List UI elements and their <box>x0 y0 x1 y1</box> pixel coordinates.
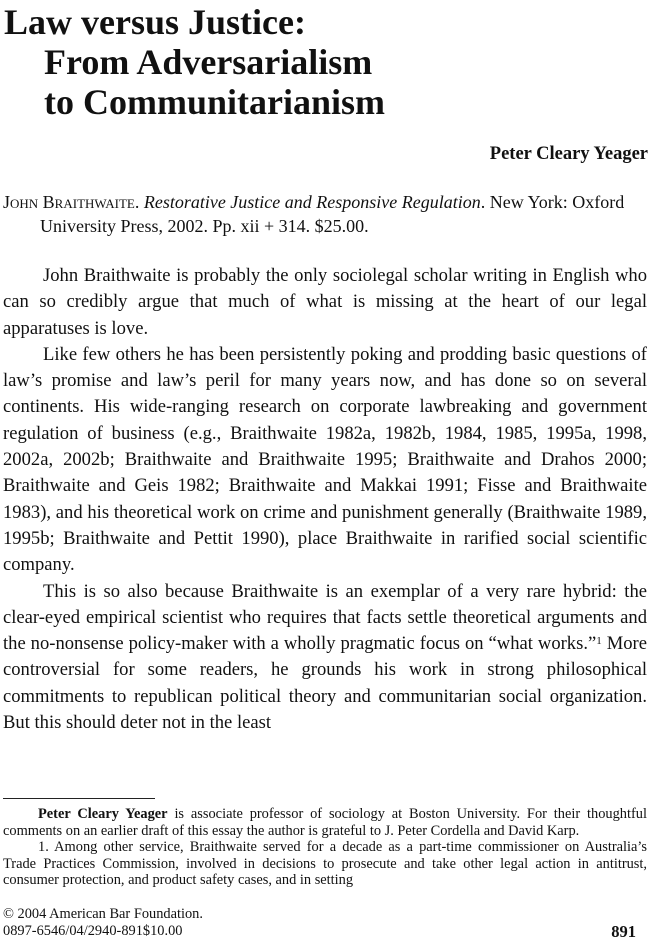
article-body <box>3 263 647 736</box>
footnote-divider <box>3 798 155 799</box>
article-title <box>4 2 385 122</box>
book-details: New York: Oxford University Press, 2002. Pp. xii + 314. $25.00. <box>40 192 625 236</box>
author-byline: Peter Cleary Yeager <box>489 144 648 164</box>
author-note-text: is associate professor of sociology at Boston University. For their thoughtful comments on an earlier draft of this essay the author is grateful to J. Peter Cordella and David Karp. <box>3 806 647 839</box>
author-note-name: Peter Cleary Yeager <box>38 806 168 822</box>
paragraph-3-part-1: This is so also because Braithwaite is an exemplar of a very rare hybrid: the clear-eyed empirical scientist who requires that facts settle theoretical arguments and the no-nonsense policy-maker with a wholly pragmatic focus on “what works.” <box>3 580 647 655</box>
paragraph-3-part-2: More controversial for some readers, he grounds his work in strong philosophical commitments to republican political theory and communitarian social organization. But this should deter not in the least <box>3 633 647 734</box>
footnotes <box>3 806 647 889</box>
page-number: 891 <box>611 922 636 941</box>
book-citation: John Braithwaite. Restorative Justice and Responsive Regulation. New York: Oxford University Press, 2002. Pp. xii + 314. $25.00. <box>3 192 625 236</box>
paragraph-2: Like few others he has been persistently poking and prodding basic questions of law’s promise and law’s peril for many years now, and has done so on several continents. His wide-ranging research on corporate lawbreaking and government regulation of business (e.g., Braithwaite 1982a, 1982b, 1984, 1985, 1995a, 1998, 2002a, 2002b; Braithwaite and Braithwaite 1995; Braithwaite and Drahos 2000; Braithwaite and Geis 1982; Braithwaite and Makkai 1991; Fisse and Braithwaite 1983), and his theoretical work on crime and punishment generally (Braithwaite 1989, 1995b; Braithwaite and Pettit 1990), place Braithwaite in rarified social scientific company. <box>3 343 647 576</box>
title-line-2: From Adversarialism <box>44 42 373 82</box>
author-note <box>3 806 647 839</box>
footnote-ref-1: 1 <box>596 635 602 648</box>
copyright-notice <box>3 906 203 939</box>
footnote-1: 1. Among other service, Braithwaite served for a decade as a part-time commissioner on Australia’s Trade Practices Commission, involved in decisions to prosecute and take other legal action in antitrust, consumer protection, and product safety cases, and in setting <box>3 839 647 888</box>
title-line-3: to Communitarianism <box>44 82 385 122</box>
issn-line: 0897-6546/04/2940-891$10.00 <box>3 922 183 939</box>
paragraph-3 <box>3 579 647 737</box>
paragraph-1: John Braithwaite is probably the only sociolegal scholar writing in English who can so credibly argue that much of what is missing at the heart of our legal apparatuses is love. <box>3 265 647 339</box>
reviewed-author: John Braithwaite <box>3 192 135 212</box>
title-line-1: Law versus Justice: <box>4 2 306 42</box>
copyright-line: © 2004 American Bar Foundation. <box>3 906 203 922</box>
book-title: Restorative Justice and Responsive Regulation <box>143 192 481 212</box>
